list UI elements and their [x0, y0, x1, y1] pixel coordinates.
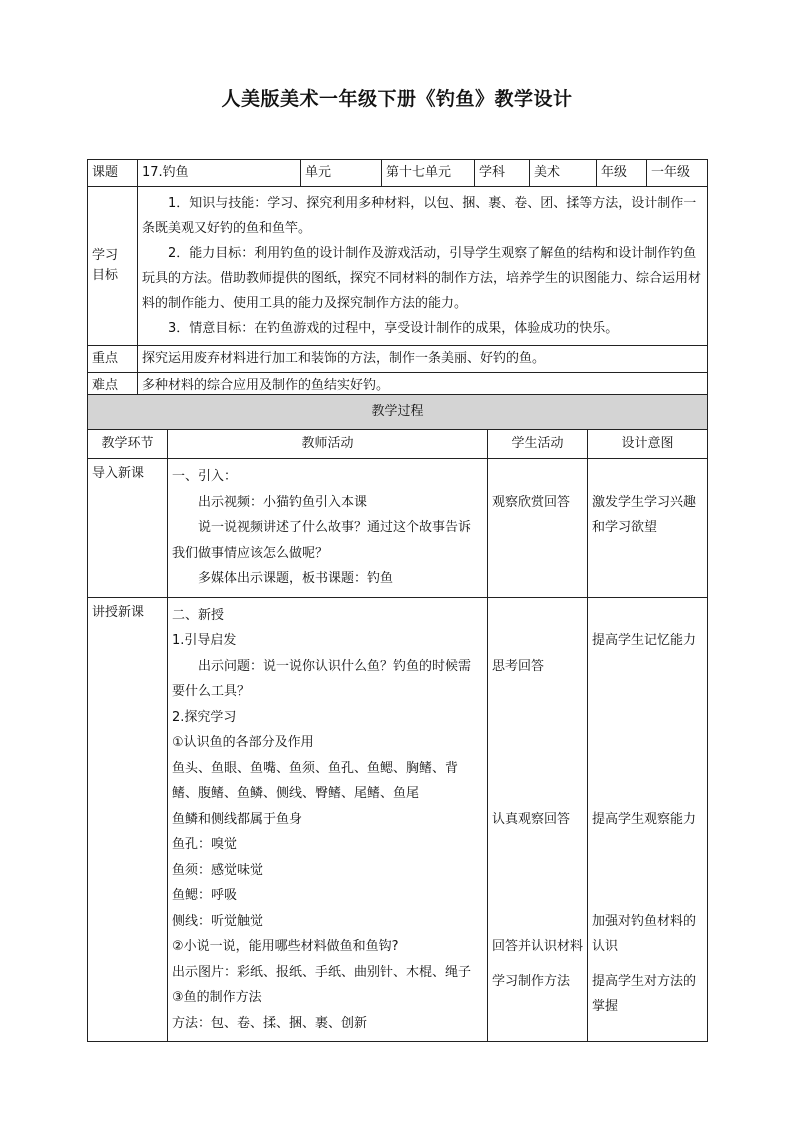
goals-content — [138, 187, 708, 346]
intro-design-intent — [588, 459, 708, 598]
goals-label — [88, 187, 138, 346]
info-row — [88, 160, 708, 187]
teaching-process-table — [87, 394, 708, 1042]
new-t6: 鱼头、鱼眼、鱼嘴、鱼须、鱼孔、鱼鳃、胸鳍、背鳍、腹鳍、鱼鳞、侧线、臀鳍、尾鳍、鱼尾 — [172, 760, 459, 801]
process-column-headers — [88, 430, 708, 459]
intro-section-row — [88, 459, 708, 598]
new-t3: 出示问题：说一说你认识什么鱼？钓鱼的时候需要什么工具？ — [172, 658, 472, 699]
subject-value: 美术 — [530, 160, 597, 187]
goal-knowledge: 1．知识与技能：学习、探究利用多种材料，以包、捆、裹、卷、团、揉等方法，设计制作一条既美观又好钓的鱼和鱼竿。 — [142, 196, 697, 236]
intro-t2: 出示视频：小猫钓鱼引入本课 — [198, 494, 368, 510]
new-design-intent — [588, 597, 708, 1042]
col-stage: 教学环节 — [88, 430, 168, 459]
new-lesson-row — [88, 597, 708, 1042]
subject-label: 学科 — [475, 160, 530, 187]
difficulty-label: 难点 — [88, 373, 138, 400]
new-student-2: 认真观察回答 — [492, 811, 571, 827]
new-t2: 1.引导启发 — [172, 633, 237, 648]
new-intent-3: 加强对钓鱼材料的认识 — [592, 913, 697, 954]
topic-label: 课题 — [88, 160, 138, 187]
col-intent: 设计意图 — [588, 430, 708, 459]
intro-t4: 多媒体出示课题，板书课题：钓鱼 — [198, 571, 394, 586]
process-heading: 教学过程 — [88, 395, 708, 430]
intro-teacher-activity — [168, 459, 488, 598]
goal-emotion: 3．情意目标：在钓鱼游戏的过程中，享受设计制作的成果，体验成功的快乐。 — [168, 321, 619, 336]
intro-student-activity — [488, 459, 588, 598]
new-t7: 鱼鳞和侧线都属于鱼身 — [172, 811, 303, 827]
difficulty-text: 多种材料的综合应用及制作的鱼结实好钓。 — [138, 373, 708, 400]
key-label: 重点 — [88, 346, 138, 373]
grade-label: 年级 — [597, 160, 647, 187]
col-teacher: 教师活动 — [168, 430, 488, 459]
new-intent-4: 提高学生对方法的掌握 — [592, 973, 697, 1014]
new-t8: 鱼孔：嗅觉 — [172, 837, 238, 852]
key-row — [88, 346, 708, 373]
new-t1: 二、新授 — [172, 607, 225, 623]
new-t12: ②小说一说，能用哪些材料做鱼和鱼钩? — [172, 939, 399, 954]
topic-value: 17.钓鱼 — [138, 160, 301, 187]
col-student: 学生活动 — [488, 430, 588, 459]
new-t15: 方法：包、卷、揉、捆、裹、创新 — [172, 1015, 368, 1031]
new-student-activity — [488, 597, 588, 1042]
new-t11: 侧线：听觉触觉 — [172, 913, 264, 929]
new-teacher-activity — [168, 597, 488, 1042]
goals-row — [88, 187, 708, 346]
process-heading-row — [88, 395, 708, 430]
intro-t1: 一、引入： — [172, 469, 238, 484]
new-t14: ③鱼的制作方法 — [172, 990, 262, 1005]
new-t10: 鱼鳃：呼吸 — [172, 888, 238, 903]
document-title: 人美版美术一年级下册《钓鱼》教学设计 — [221, 88, 573, 110]
new-t4: 2.探究学习 — [172, 709, 237, 725]
intro-intent-text: 激发学生学习兴趣和学习欲望 — [592, 494, 697, 535]
new-intent-1: 提高学生记忆能力 — [592, 633, 697, 648]
new-intent-2: 提高学生观察能力 — [592, 811, 697, 827]
key-text: 探究运用废弃材料进行加工和装饰的方法，制作一条美丽、好钓的鱼。 — [138, 346, 708, 373]
new-stage: 讲授新课 — [88, 597, 168, 1042]
new-t5: ①认识鱼的各部分及作用 — [172, 735, 314, 750]
new-t9: 鱼须：感觉味觉 — [172, 862, 264, 878]
intro-stage: 导入新课 — [88, 459, 168, 598]
goals-label-line2: 目标 — [92, 268, 119, 283]
new-t13: 出示图片：彩纸、报纸、手纸、曲别针、木棍、绳子 — [172, 964, 472, 980]
unit-label: 单元 — [301, 160, 382, 187]
new-student-1: 思考回答 — [492, 658, 545, 674]
grade-value: 一年级 — [647, 160, 708, 187]
intro-student-text: 观察欣赏回答 — [492, 494, 571, 510]
intro-t3: 说一说视频讲述了什么故事？通过这个故事告诉我们做事情应该怎么做呢？ — [172, 520, 472, 561]
new-student-4: 学习制作方法 — [492, 973, 571, 989]
new-student-3: 回答并认识材料 — [492, 939, 584, 954]
goal-ability: 2．能力目标：利用钓鱼的设计制作及游戏活动，引导学生观察了解鱼的结构和设计制作钓鱼玩具的方法。借助教师提供的图纸，探究不同材料的制作方法，培养学生的识图能力、综合运用材料的制作能力、使用工具的能力及探究制作方法的能力。 — [142, 246, 702, 311]
lesson-info-table — [87, 159, 708, 400]
goals-label-line1: 学习 — [92, 248, 119, 263]
unit-value: 第十七单元 — [382, 160, 475, 187]
